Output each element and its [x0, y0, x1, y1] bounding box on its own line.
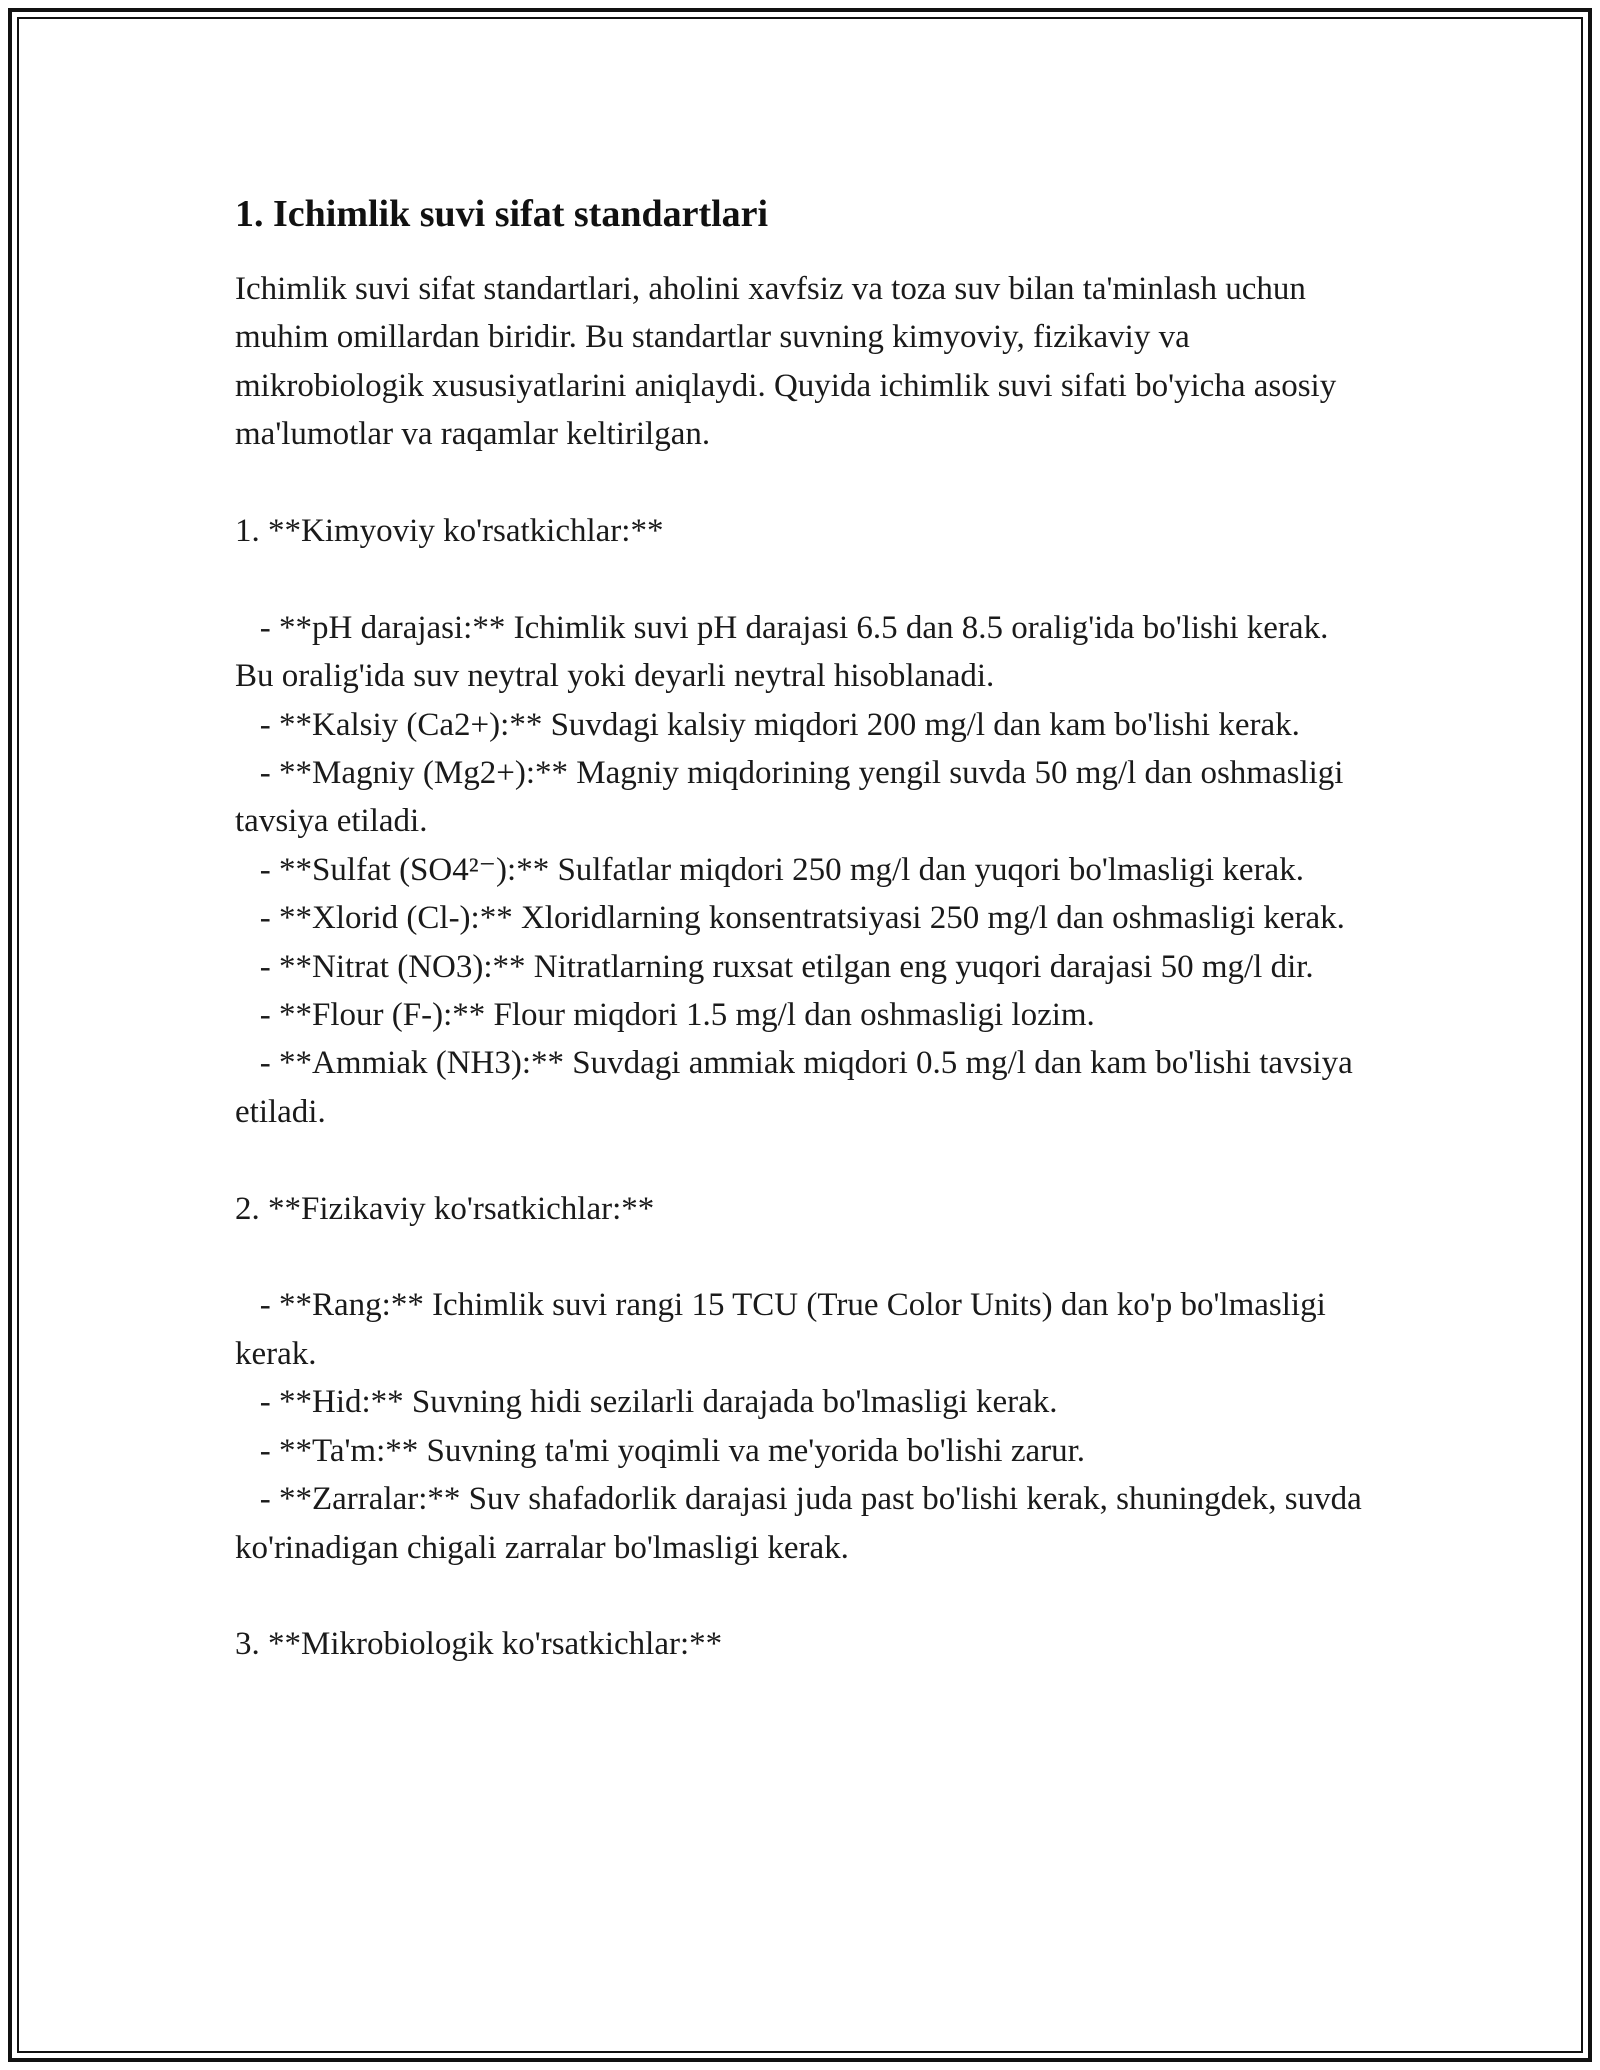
spacer	[235, 1572, 1375, 1620]
list-item: - **Hid:** Suvning hidi sezilarli darajada bo'lmasligi kerak.	[235, 1384, 1058, 1421]
list-item: - **Kalsiy (Ca2+):** Suvdagi kalsiy miqdori 200 mg/l dan kam bo'lishi kerak.	[235, 706, 1300, 743]
list-item: - **Flour (F-):** Flour miqdori 1.5 mg/l dan oshmasligi lozim.	[235, 997, 1095, 1034]
list-item: - **Magniy (Mg2+):** Magniy miqdorining yengil suvda 50 mg/l dan oshmasligi tavsiya etiladi.	[235, 755, 1352, 840]
intro-paragraph: Ichimlik suvi sifat standartlari, aholini xavfsiz va toza suv bilan ta'minlash uchun muhim omillardan biridir. Bu standartlar suvning kimyoviy, fizikaviy va mikrobiologik xususiyatlarini aniqlaydi. Quyida ichimlik suvi sifati bo'yicha asosiy ma'lumotlar va raqamlar keltirilgan.	[235, 271, 1345, 453]
section-heading: 3. **Mikrobiologik ko'rsatkichlar:**	[235, 1626, 723, 1663]
list-item: - **Rang:** Ichimlik suvi rangi 15 TCU (True Color Units) dan ko'p bo'lmasligi kerak.	[235, 1287, 1335, 1372]
spacer	[235, 459, 1375, 507]
list-item: - **Xlorid (Cl-):** Xloridlarning konsentratsiyasi 250 mg/l dan oshmasligi kerak.	[235, 900, 1345, 937]
spacer	[235, 555, 1375, 603]
document-title: 1. Ichimlik suvi sifat standartlari	[235, 193, 769, 235]
section-heading: 1. **Kimyoviy ko'rsatkichlar:**	[235, 513, 664, 550]
list-item: - **Sulfat (SO4²⁻):** Sulfatlar miqdori 250 mg/l dan yuqori bo'lmasligi kerak.	[235, 851, 1304, 888]
spacer	[235, 1233, 1375, 1281]
list-item: - **Ammiak (NH3):** Suvdagi ammiak miqdori 0.5 mg/l dan kam bo'lishi tavsiya etiladi.	[235, 1045, 1361, 1130]
section-heading: 2. **Fizikaviy ko'rsatkichlar:**	[235, 1190, 655, 1227]
spacer	[235, 1136, 1375, 1184]
list-item: - **Zarralar:** Suv shafadorlik darajasi juda past bo'lishi kerak, shuningdek, suvda ko'rinadigan chigali zarralar bo'lmasligi kerak.	[235, 1481, 1371, 1566]
list-item: - **Ta'm:** Suvning ta'mi yoqimli va me'yorida bo'lishi zarur.	[235, 1432, 1086, 1469]
section-physical	[235, 1185, 1375, 1572]
list-item: - **pH darajasi:** Ichimlik suvi pH darajasi 6.5 dan 8.5 oralig'ida bo'lishi kerak. Bu oralig'ida suv neytral yoki deyarli neytral hisoblanadi.	[235, 609, 1337, 695]
list-item: - **Nitrat (NO3):** Nitratlarning ruxsat etilgan eng yuqori darajasi 50 mg/l dir.	[235, 948, 1314, 985]
document-body	[235, 185, 1375, 1669]
section-chemical	[235, 507, 1375, 1136]
section-microbiological	[235, 1620, 1375, 1668]
